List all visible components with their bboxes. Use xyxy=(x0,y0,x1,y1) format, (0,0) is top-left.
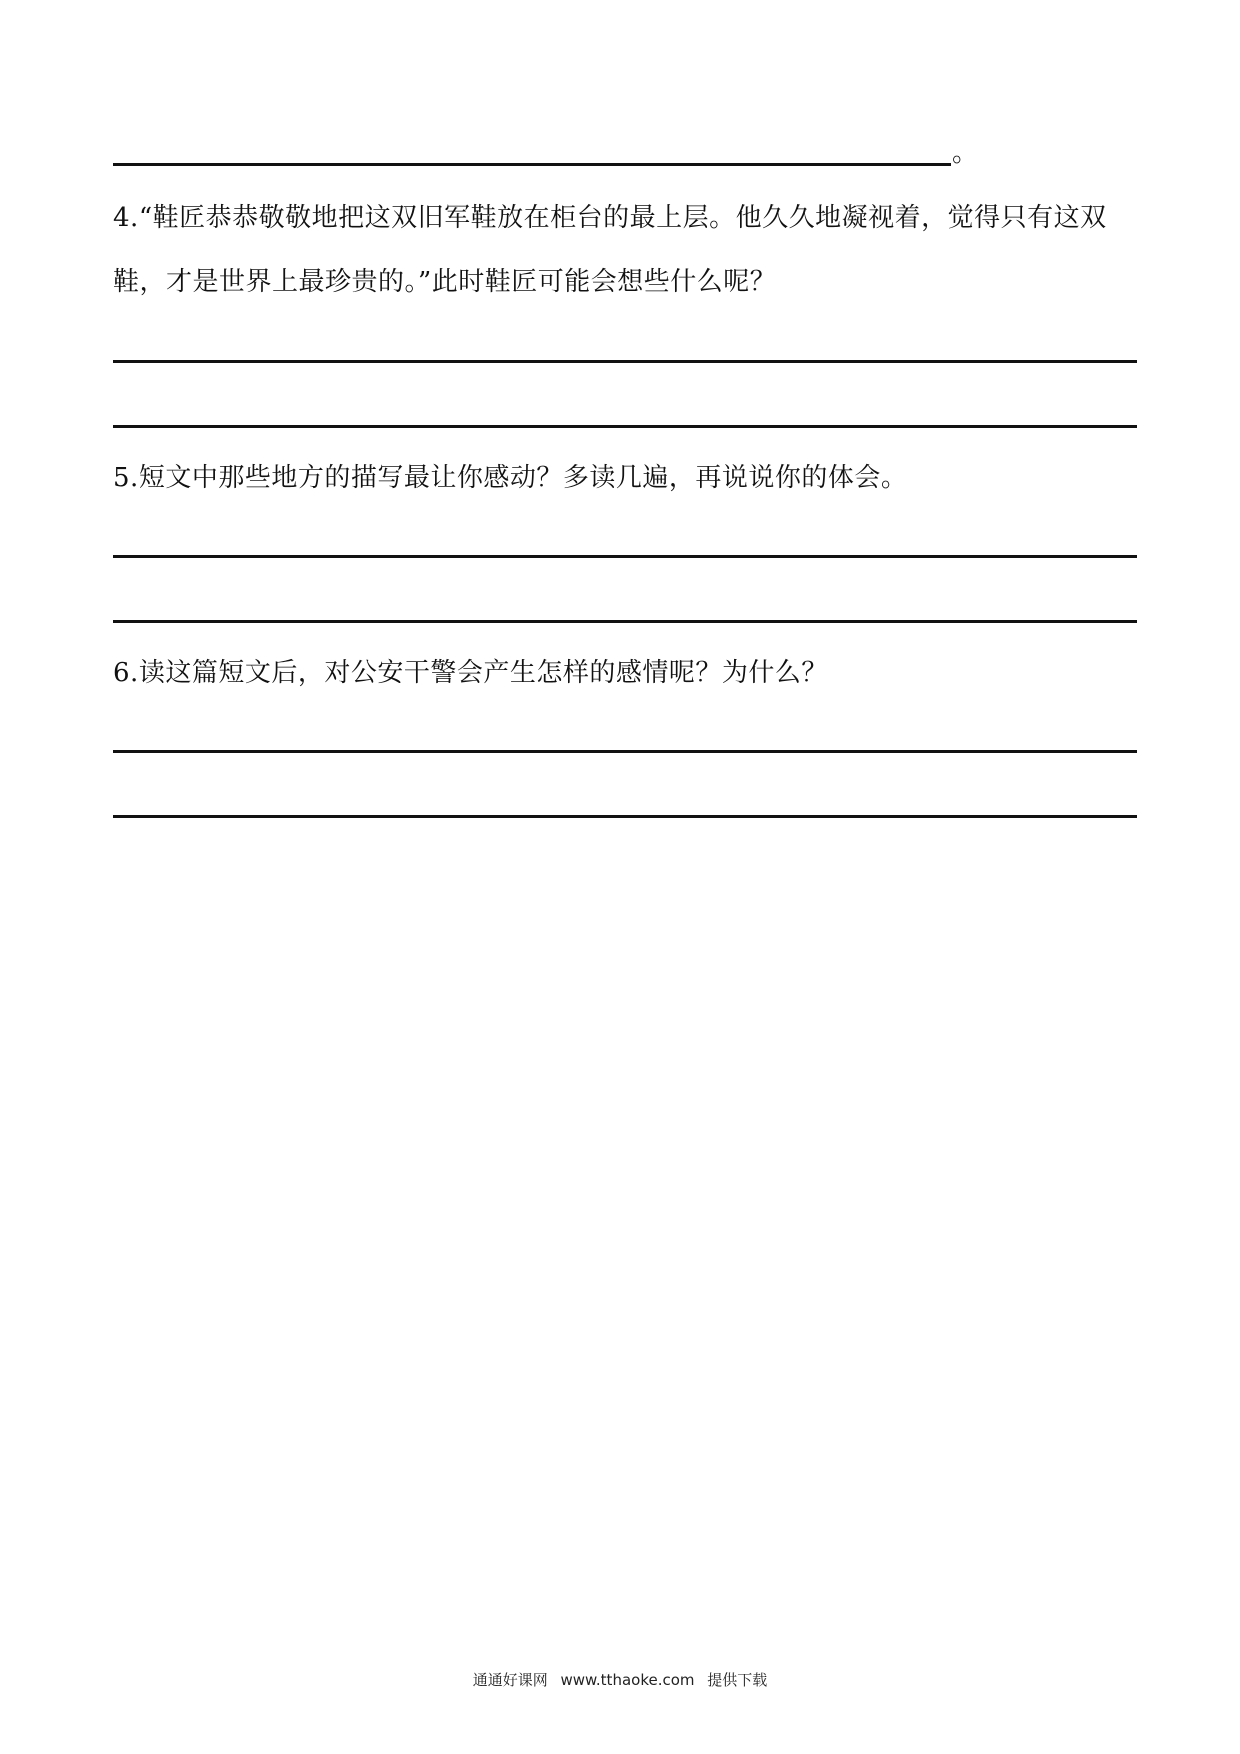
answer-line-q5-2[interactable] xyxy=(113,620,1137,623)
footer-suffix: 提供下载 xyxy=(707,1671,768,1689)
footer-url[interactable]: www.tthaoke.com xyxy=(560,1671,695,1689)
answer-line-q6-2[interactable] xyxy=(113,815,1137,818)
answer-line-q5-1[interactable] xyxy=(113,555,1137,558)
question-4 xyxy=(113,186,1143,314)
end-period: 。 xyxy=(952,138,979,168)
question-4-number: 4. xyxy=(113,203,139,233)
question-4-text: “鞋匠恭恭敬敬地把这双旧军鞋放在柜台的最上层。他久久地凝视着，觉得只有这双鞋，才是世界上最珍贵的。”此时鞋匠可能会想些什么呢？ xyxy=(113,203,1107,297)
answer-line-prev xyxy=(113,163,951,166)
question-5-text: 短文中那些地方的描写最让你感动？多读几遍，再说说你的体会。 xyxy=(138,463,908,493)
page-footer xyxy=(0,1669,1240,1690)
question-6 xyxy=(113,641,1143,705)
answer-line-q4-1[interactable] xyxy=(113,360,1137,363)
footer-site-name: 通通好课网 xyxy=(472,1671,548,1689)
question-5 xyxy=(113,446,1143,510)
question-6-number: 6. xyxy=(113,658,139,688)
answer-line-q4-2[interactable] xyxy=(113,425,1137,428)
question-6-text: 读这篇短文后，对公安干警会产生怎样的感情呢？为什么？ xyxy=(138,658,828,688)
question-5-number: 5. xyxy=(113,463,139,493)
answer-line-q6-1[interactable] xyxy=(113,750,1137,753)
